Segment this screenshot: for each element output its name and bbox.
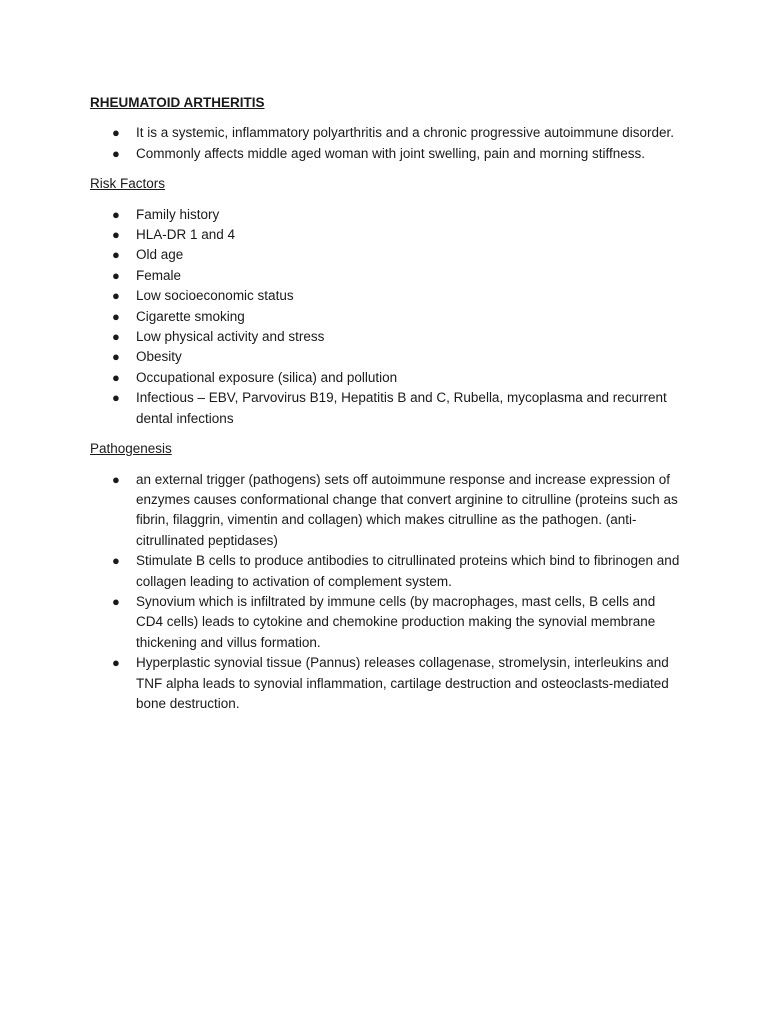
bullet-icon: ● — [112, 349, 120, 365]
risk-factor-item — [90, 266, 680, 286]
bullet-icon: ● — [112, 308, 120, 324]
bullet-icon: ● — [112, 227, 120, 243]
risk-factor-text: Family history — [136, 206, 220, 222]
risk-factors-heading: Risk Factors — [90, 176, 166, 192]
risk-factor-text: Low socioeconomic status — [136, 288, 294, 304]
risk-factor-text: Old age — [136, 247, 184, 263]
bullet-icon: ● — [112, 655, 120, 671]
risk-factor-item — [90, 327, 680, 347]
risk-factors-list — [90, 205, 680, 429]
risk-factor-item — [90, 347, 680, 367]
risk-factor-text: Occupational exposure (silica) and pollution — [136, 369, 398, 385]
bullet-icon: ● — [112, 247, 120, 263]
intro-item — [90, 123, 680, 143]
pathogenesis-item — [90, 592, 680, 653]
pathogenesis-text: an external trigger (pathogens) sets off autoimmune response and increase expression of enzymes causes conformational change that convert arginine to citrulline (proteins such as fibrin, filaggrin, vimentin and collagen) which makes citrulline as the pathogen. (anti-citrullinated peptidases) — [136, 471, 678, 548]
bullet-icon: ● — [112, 369, 120, 385]
bullet-icon: ● — [112, 288, 120, 304]
pathogenesis-heading: Pathogenesis — [90, 441, 172, 457]
risk-factor-text: Female — [136, 267, 182, 283]
pathogenesis-item — [90, 470, 680, 552]
document-body — [90, 93, 680, 724]
pathogenesis-text: Hyperplastic synovial tissue (Pannus) releases collagenase, stromelysin, interleukins and TNF alpha leads to synovial inflammation, cartilage destruction and osteoclasts-mediated bone destruction. — [136, 655, 669, 711]
pathogenesis-text: Stimulate B cells to produce antibodies to citrullinated proteins which bind to fibrinogen and collagen leading to activation of complement system. — [136, 553, 680, 589]
bullet-icon: ● — [112, 125, 120, 141]
intro-item-text: Commonly affects middle aged woman with joint swelling, pain and morning stiffness. — [136, 145, 646, 161]
risk-factor-item — [90, 368, 680, 388]
risk-factor-item — [90, 205, 680, 225]
pathogenesis-text: Synovium which is infiltrated by immune cells (by macrophages, mast cells, B cells and CD4 cells) leads to cytokine and chemokine production making the synovial membrane thickening and villus formation. — [136, 593, 656, 650]
pathogenesis-item — [90, 551, 680, 592]
risk-factor-item — [90, 225, 680, 245]
risk-factor-text: Low physical activity and stress — [136, 329, 325, 345]
intro-list — [90, 123, 680, 164]
bullet-icon: ● — [112, 267, 120, 283]
bullet-icon: ● — [112, 206, 120, 222]
risk-factor-item — [90, 286, 680, 306]
risk-factor-item — [90, 388, 680, 429]
document-title: RHEUMATOID ARTHERITIS — [90, 95, 265, 110]
risk-factor-text: Obesity — [136, 349, 182, 365]
risk-factor-text: Cigarette smoking — [136, 308, 245, 324]
bullet-icon: ● — [112, 329, 120, 345]
bullet-icon: ● — [112, 390, 120, 406]
pathogenesis-list — [90, 470, 680, 715]
risk-factor-item — [90, 307, 680, 327]
pathogenesis-item — [90, 653, 680, 714]
bullet-icon: ● — [112, 471, 120, 487]
intro-item — [90, 144, 680, 164]
bullet-icon: ● — [112, 593, 120, 609]
intro-item-text: It is a systemic, inflammatory polyarthritis and a chronic progressive autoimmune disorder. — [136, 125, 674, 141]
bullet-icon: ● — [112, 145, 120, 161]
risk-factor-item — [90, 245, 680, 265]
bullet-icon: ● — [112, 553, 120, 569]
risk-factor-text: Infectious – EBV, Parvovirus B19, Hepatitis B and C, Rubella, mycoplasma and recurrent dental infections — [136, 390, 667, 426]
risk-factor-text: HLA-DR 1 and 4 — [136, 227, 236, 243]
